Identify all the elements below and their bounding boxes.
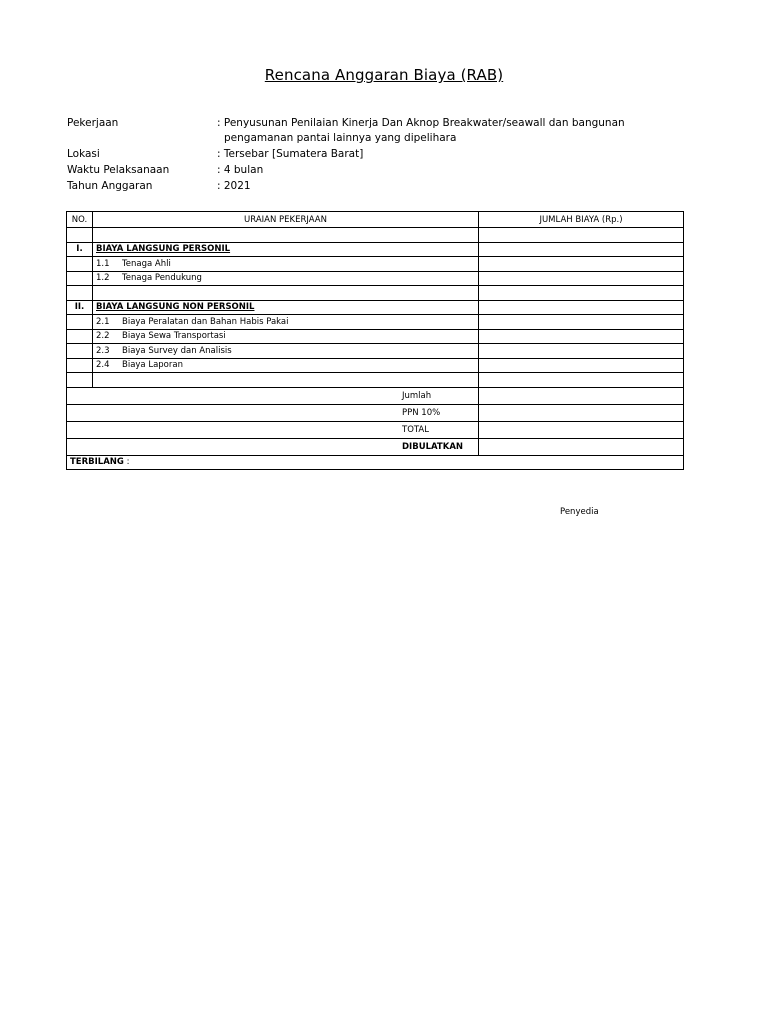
terbilang-cell bbox=[67, 455, 684, 470]
table-row bbox=[67, 329, 684, 344]
lokasi-label: Lokasi bbox=[67, 148, 100, 160]
item-amount bbox=[479, 329, 684, 344]
item-amount bbox=[479, 257, 684, 272]
section-amount bbox=[479, 242, 684, 257]
table-row-empty bbox=[67, 286, 684, 301]
summary-row-ppn bbox=[67, 404, 684, 421]
table-row bbox=[67, 358, 684, 373]
summary-total-amount bbox=[479, 421, 684, 438]
document-title: Rencana Anggaran Biaya (RAB) bbox=[264, 66, 504, 84]
waktu-value: : 4 bulan bbox=[217, 164, 264, 176]
summary-jumlah-label: Jumlah bbox=[67, 387, 479, 404]
table-row-empty bbox=[67, 228, 684, 243]
table-row bbox=[67, 344, 684, 359]
item-amount bbox=[479, 344, 684, 359]
tahun-value: : 2021 bbox=[217, 180, 251, 192]
summary-dibulatkan-amount bbox=[479, 438, 684, 455]
table-header-row bbox=[67, 212, 684, 228]
section-no: I. bbox=[67, 242, 93, 257]
summary-ppn-label: PPN 10% bbox=[67, 404, 479, 421]
table-row bbox=[67, 257, 684, 272]
summary-row-total bbox=[67, 421, 684, 438]
item-amount bbox=[479, 358, 684, 373]
item-label: 1.1 Tenaga Ahli bbox=[93, 257, 479, 272]
item-label: 2.3 Biaya Survey dan Analisis bbox=[93, 344, 479, 359]
header-uraian: URAIAN PEKERJAAN bbox=[93, 212, 479, 228]
rab-table bbox=[66, 211, 684, 470]
summary-row-jumlah bbox=[67, 387, 684, 404]
terbilang-label: TERBILANG bbox=[70, 457, 124, 468]
tahun-label: Tahun Anggaran bbox=[67, 180, 153, 192]
lokasi-value: : Tersebar [Sumatera Barat] bbox=[217, 148, 364, 160]
summary-jumlah-amount bbox=[479, 387, 684, 404]
item-label: 2.1 Biaya Peralatan dan Bahan Habis Pakai bbox=[93, 315, 479, 330]
section-title: BIAYA LANGSUNG NON PERSONIL bbox=[93, 300, 479, 315]
section-row-2 bbox=[67, 300, 684, 315]
pekerjaan-value: : Penyusunan Penilaian Kinerja Dan Aknop Breakwater/seawall dan bangunan bbox=[217, 117, 625, 129]
penyedia-label: Penyedia bbox=[560, 507, 599, 517]
table-row bbox=[67, 271, 684, 286]
summary-dibulatkan-label: DIBULATKAN bbox=[67, 438, 479, 455]
header-no: NO. bbox=[67, 212, 93, 228]
summary-row-dibulatkan bbox=[67, 438, 684, 455]
section-row-1 bbox=[67, 242, 684, 257]
item-label: 2.4 Biaya Laporan bbox=[93, 358, 479, 373]
section-title: BIAYA LANGSUNG PERSONIL bbox=[93, 242, 479, 257]
item-label: 1.2 Tenaga Pendukung bbox=[93, 271, 479, 286]
terbilang-row bbox=[67, 455, 684, 470]
waktu-label: Waktu Pelaksanaan bbox=[67, 164, 170, 176]
pekerjaan-value-cont: pengamanan pantai lainnya yang dipelihara bbox=[224, 132, 457, 144]
item-amount bbox=[479, 271, 684, 286]
summary-total-label: TOTAL bbox=[67, 421, 479, 438]
terbilang-colon: : bbox=[123, 457, 130, 468]
summary-ppn-amount bbox=[479, 404, 684, 421]
section-no: II. bbox=[67, 300, 93, 315]
header-jumlah: JUMLAH BIAYA (Rp.) bbox=[479, 212, 684, 228]
table-row bbox=[67, 315, 684, 330]
item-amount bbox=[479, 315, 684, 330]
item-label: 2.2 Biaya Sewa Transportasi bbox=[93, 329, 479, 344]
pekerjaan-label: Pekerjaan bbox=[67, 117, 119, 129]
section-amount bbox=[479, 300, 684, 315]
table-row-empty bbox=[67, 373, 684, 388]
